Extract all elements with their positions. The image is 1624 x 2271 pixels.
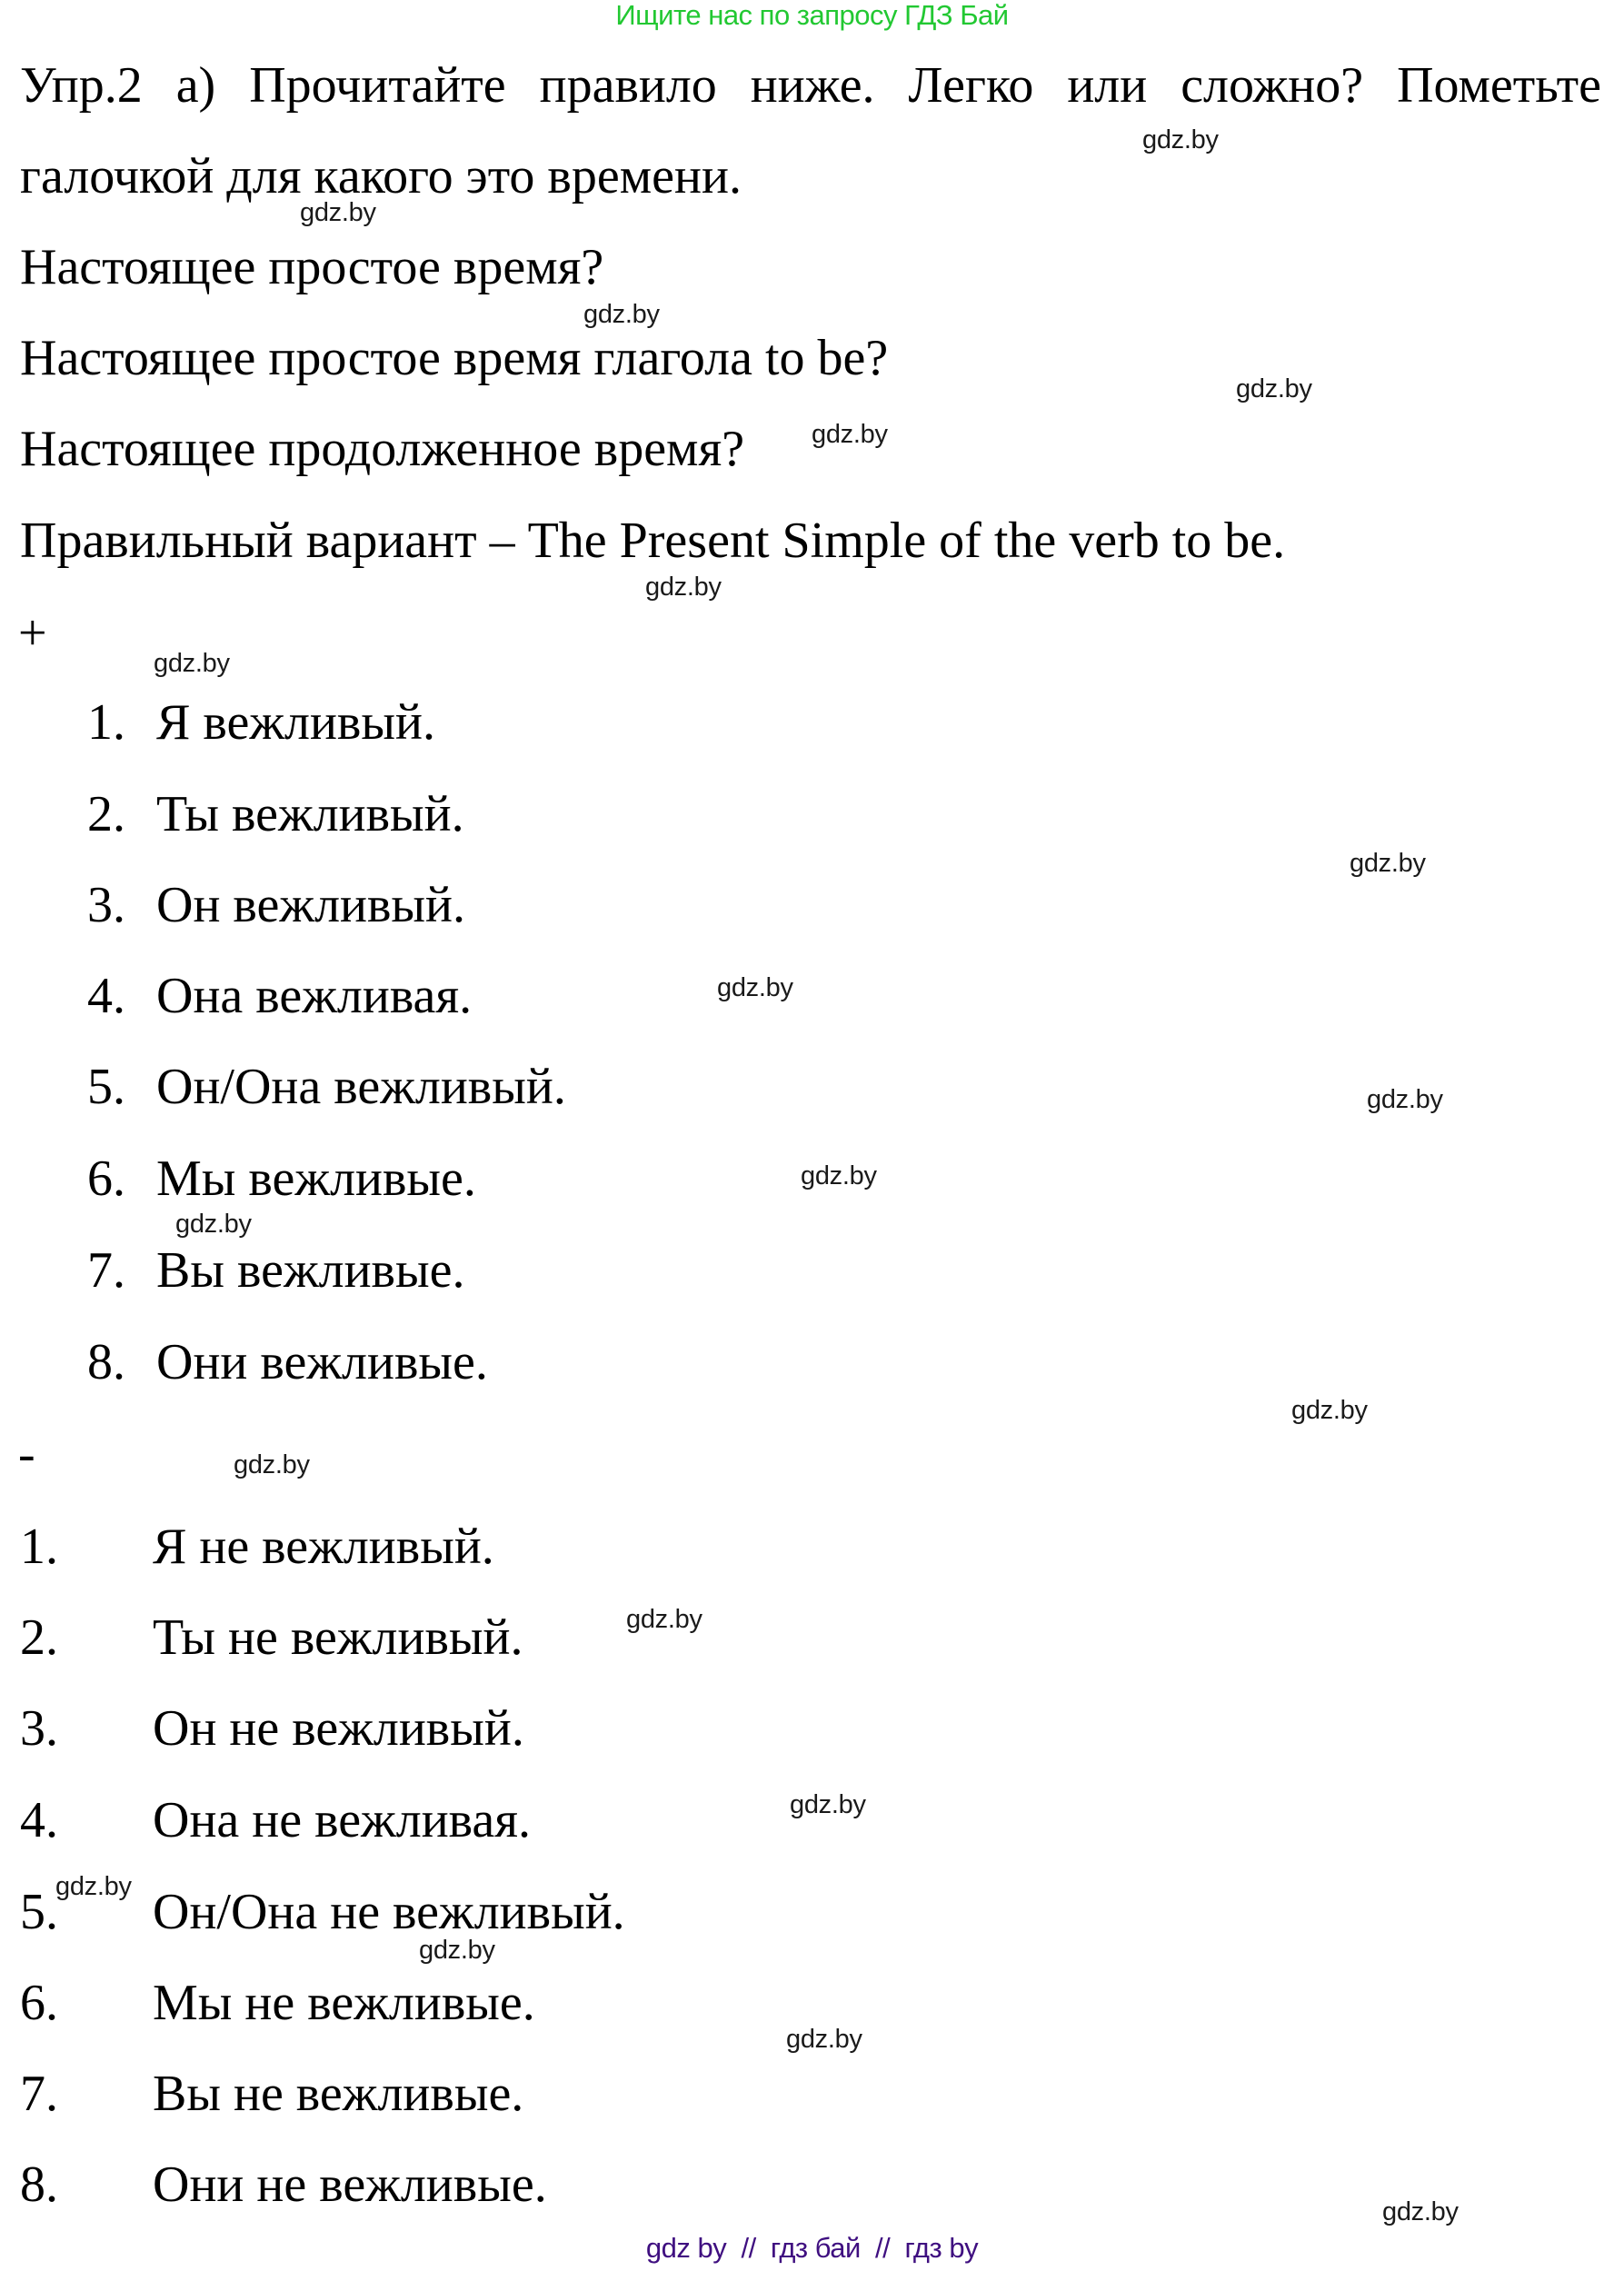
watermark: gdz.by [154,649,230,678]
watermark: gdz.by [300,198,376,227]
item-text: Они не вежливые. [153,2156,547,2213]
footer-site-links[interactable]: gdz by // гдз бай // гдз by [645,2232,979,2264]
exercise-title-line-2: галочкой для какого это времени. [20,148,742,204]
watermark: gdz.by [1367,1085,1443,1114]
header-search-link[interactable]: Ищите нас по запросу ГДЗ Бай [615,0,1009,31]
item-text: Я не вежливый. [153,1519,494,1575]
watermark: gdz.by [801,1161,877,1190]
item-number: 6. [20,1975,58,2031]
item-number: 4. [20,1792,58,1848]
correct-answer: Правильный вариант – The Present Simple of the verb to be. [20,513,1286,569]
item-text: Он/Она вежливый. [156,1059,566,1115]
option-present-continuous: Настоящее продолженное время? [20,421,745,477]
item-number: 1. [87,694,125,751]
item-number: 6. [87,1150,125,1207]
item-text: Он не вежливый. [153,1700,524,1757]
watermark: gdz.by [1236,374,1312,403]
watermark: gdz.by [1291,1396,1368,1425]
item-text: Ты вежливый. [156,786,464,842]
item-text: Она не вежливая. [153,1792,531,1848]
option-present-simple-to-be: Настоящее простое время глагола to be? [20,330,889,386]
item-number: 5. [87,1059,125,1115]
item-text: Он/Она не вежливый. [153,1884,625,1940]
watermark: gdz.by [419,1936,495,1965]
item-number: 3. [87,877,125,933]
item-number: 8. [87,1334,125,1390]
item-text: Они вежливые. [156,1334,488,1390]
watermark: gdz.by [1382,2197,1459,2226]
watermark: gdz.by [786,2025,862,2054]
watermark: gdz.by [645,573,722,602]
option-present-simple: Настоящее простое время? [20,239,604,295]
watermark: gdz.by [175,1210,252,1239]
watermark: gdz.by [812,420,888,449]
watermark: gdz.by [790,1790,866,1819]
item-number: 8. [20,2156,58,2213]
watermark: gdz.by [1350,849,1426,878]
item-number: 7. [20,2066,58,2122]
watermark: gdz.by [717,973,793,1002]
item-number: 7. [87,1242,125,1299]
item-text: Вы не вежливые. [153,2066,524,2122]
item-text: Он вежливый. [156,877,466,933]
negative-marker: - [18,1426,35,1482]
item-text: Она вежливая. [156,968,473,1024]
exercise-title-line-1: Упр.2 а) Прочитайте правило ниже. Легко или сложно? Пометьте [20,57,1601,114]
item-number: 4. [87,968,125,1024]
watermark: gdz.by [1142,125,1219,154]
item-text: Вы вежливые. [156,1242,465,1299]
affirmative-marker: + [18,605,47,662]
item-number: 3. [20,1700,58,1757]
item-number: 1. [20,1519,58,1575]
item-number: 5. [20,1884,58,1940]
watermark: gdz.by [234,1450,310,1479]
watermark: gdz.by [583,300,660,329]
item-text: Я вежливый. [156,694,435,751]
item-text: Мы вежливые. [156,1150,476,1207]
item-text: Мы не вежливые. [153,1975,535,2031]
item-number: 2. [87,786,125,842]
watermark: gdz.by [626,1605,702,1634]
item-number: 2. [20,1609,58,1666]
item-text: Ты не вежливый. [153,1609,523,1666]
watermark: gdz.by [55,1872,132,1901]
